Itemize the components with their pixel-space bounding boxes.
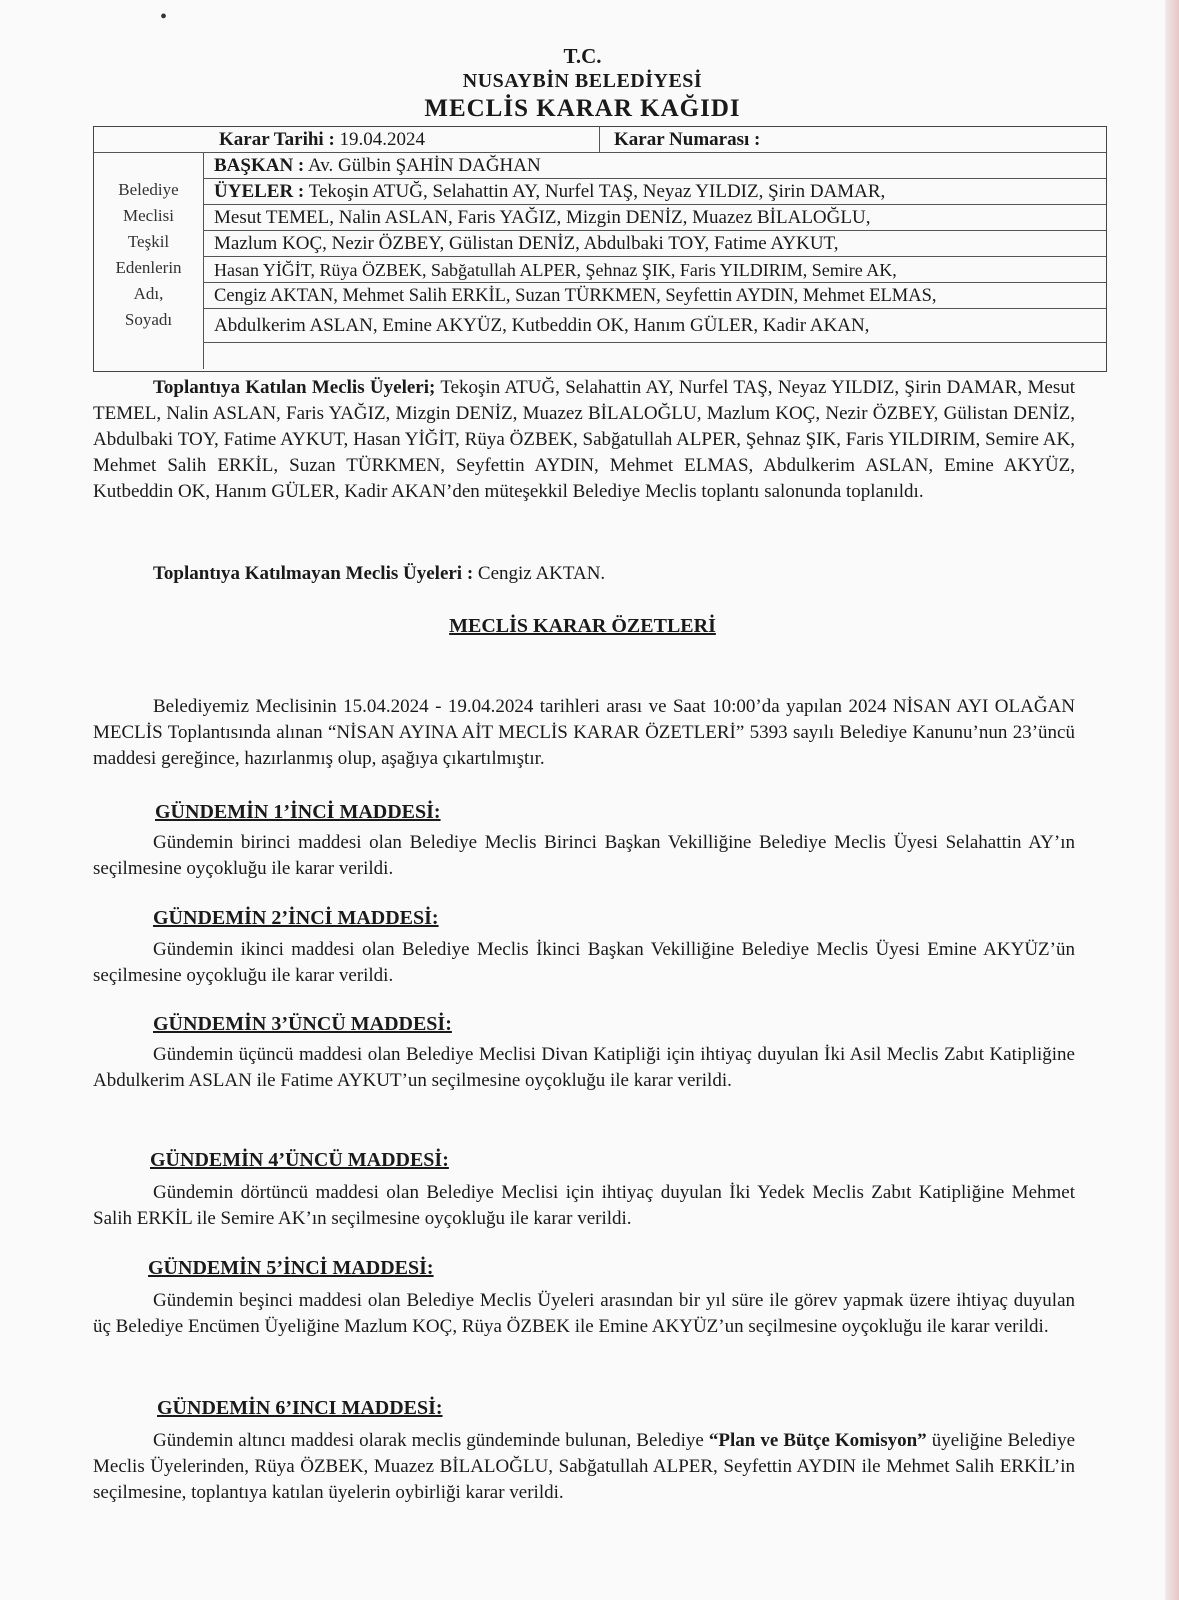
- item-4-title: GÜNDEMİN 4’ÜNCÜ MADDESİ:: [150, 1149, 449, 1171]
- president-label: BAŞKAN :: [214, 155, 305, 176]
- attended-label: Toplantıya Katılan Meclis Üyeleri;: [153, 377, 436, 398]
- item-3-title: GÜNDEMİN 3’ÜNCÜ MADDESİ:: [153, 1013, 452, 1035]
- item-1-text: Gündemin birinci maddesi olan Belediye Meclis Birinci Başkan Vekilliğine Belediye Meclis Üyesi Selahattin AY’ın seçilmesine oyçokluğu ile karar verildi.: [93, 832, 1075, 879]
- members-line: Mazlum KOÇ, Nezir ÖZBEY, Gülistan DENİZ, Abdulbaki TOY, Fatime AYKUT,: [214, 233, 839, 254]
- decision-date-value: 19.04.2024: [339, 129, 426, 150]
- members-line: Mesut TEMEL, Nalin ASLAN, Faris YAĞIZ, Mizgin DENİZ, Muazez BİLALOĞLU,: [214, 207, 871, 228]
- members-row: [204, 231, 1106, 257]
- president-name: Av. Gülbin ŞAHİN DAĞHAN: [307, 155, 541, 176]
- members-line: Cengiz AKTAN, Mehmet Salih ERKİL, Suzan TÜRKMEN, Seyfettin AYDIN, Mehmet ELMAS,: [214, 286, 937, 306]
- decision-number-label: Karar Numarası :: [614, 129, 761, 150]
- members-line: Hasan YİĞİT, Rüya ÖZBEK, Sabğatullah ALPER, Şehnaz ŞIK, Faris YILDIRIM, Semire AK,: [214, 260, 897, 280]
- item-2-text: Gündemin ikinci maddesi olan Belediye Meclis İkinci Başkan Vekilliğine Belediye Meclis Üyesi Emine AKYÜZ’ün seçilmesine oyçokluğu ile karar verildi.: [93, 939, 1075, 986]
- item-6-text: [93, 1428, 1075, 1506]
- council-label-line: Belediye: [118, 180, 179, 199]
- council-label-line: Edenlerin: [115, 258, 182, 277]
- council-label-line: Soyadı: [124, 310, 173, 329]
- decision-row: [94, 127, 1106, 153]
- members-label: ÜYELER :: [214, 181, 305, 202]
- empty-row: [204, 343, 1106, 369]
- item-5-title: GÜNDEMİN 5’İNCİ MADDESİ:: [148, 1257, 434, 1279]
- absent-members: Cengiz AKTAN.: [477, 563, 606, 584]
- header-document-title: MECLİS KARAR KAĞIDI: [424, 95, 741, 122]
- council-label: [94, 153, 204, 369]
- attended-members: Tekoşin ATUĞ, Selahattin AY, Nurfel TAŞ, Neyaz YILDIZ, Şirin DAMAR, Mesut TEMEL, Nalin ASLAN, Faris YAĞIZ, Mizgin DENİZ, Muazez BİLALOĞLU, Mazlum KOÇ, Nezir ÖZBEY, Gülistan DENİZ, Abdulbaki TOY, Fatime AYKUT, Hasan YİĞİT, Rüya ÖZBEK, Sabğatullah ALPER, Şehnaz ŞIK, Faris YILDIRIM, Semire AK, Mehmet Salih ERKİL, Suzan TÜRKMEN, Seyfettin AYDIN, Mehmet ELMAS, Abdulkerim ASLAN, Emine AKYÜZ, Kutbeddin OK, Hanım GÜLER, Kadir AKAN’den müteşekkil Belediye Meclis toplantı salonunda toplanıldı.: [93, 377, 1075, 502]
- item-6-text-part: Gündemin altıncı maddesi olarak meclis gündeminde bulunan, Belediye: [153, 1430, 709, 1451]
- summary-title: MECLİS KARAR ÖZETLERİ: [449, 615, 716, 637]
- item-5-text: Gündemin beşinci maddesi olan Belediye Meclis Üyeleri arasından bir yıl süre ile görev yapmak üzere ihtiyaç duyulan üç Belediye Encümen Üyeliğine Mazlum KOÇ, Rüya ÖZBEK ile Emine AKYÜZ’un seçilmesine oyçokluğu ile karar verildi.: [93, 1290, 1075, 1337]
- item-3-text: Gündemin üçüncü maddesi olan Belediye Meclisi Divan Katipliği için ihtiyaç duyulan İki Asil Meclis Zabıt Katipliğine Abdulkerim ASLAN ile Fatime AYKUT’un seçilmesine oyçokluğu ile karar verildi.: [93, 1044, 1075, 1091]
- item-6-title: GÜNDEMİN 6’INCI MADDESİ:: [157, 1397, 443, 1419]
- item-4-text: Gündemin dörtüncü maddesi olan Belediye Meclisi için ihtiyaç duyulan İki Yedek Meclis Zabıt Katipliğine Mehmet Salih ERKİL ile Semire AK’ın seçilmesine oyçokluğu ile karar verildi.: [93, 1182, 1075, 1229]
- members-row: [204, 309, 1106, 343]
- members-line: Abdulkerim ASLAN, Emine AKYÜZ, Kutbeddin OK, Hanım GÜLER, Kadir AKAN,: [214, 315, 870, 336]
- header-municipality: NUSAYBİN BELEDİYESİ: [462, 70, 703, 92]
- decision-date-label: Karar Tarihi :: [219, 129, 335, 150]
- council-table: [93, 126, 1107, 372]
- item-1-title: GÜNDEMİN 1’İNCİ MADDESİ:: [155, 801, 441, 823]
- members-row: [204, 179, 1106, 205]
- members-line: Tekoşin ATUĞ, Selahattin AY, Nurfel TAŞ, Neyaz YILDIZ, Şirin DAMAR,: [308, 181, 886, 202]
- council-label-line: Teşkil: [127, 232, 170, 251]
- scan-mark: •: [160, 6, 168, 28]
- council-label-line: Meclisi: [123, 206, 174, 225]
- members-row: [204, 283, 1106, 309]
- item-6-text-part: üyeliğine Belediye Meclis Üyelerinden, Rüya ÖZBEK, Muazez BİLALOĞLU, Sabğatullah ALPER, Seyfettin AYDIN ile Mehmet Salih ERKİL’in seçilmesine, toplantıya katılan üyelerin oybirliği karar verildi.: [93, 1430, 1076, 1503]
- intro-paragraph: Belediyemiz Meclisinin 15.04.2024 - 19.04.2024 tarihleri arası ve Saat 10:00’da yapılan 2024 NİSAN AYI OLAĞAN MECLİS Toplantısında alınan “NİSAN AYINA AİT MECLİS KARAR ÖZETLERİ” 5393 sayılı Belediye Kanunu’nun 23’üncü maddesi gereğince, hazırlanmış olup, aşağıya çıkartılmıştır.: [93, 696, 1075, 769]
- members-row: [204, 257, 1106, 283]
- members-row: [204, 205, 1106, 231]
- header-country: T.C.: [563, 44, 602, 68]
- absent-label: Toplantıya Katılmayan Meclis Üyeleri :: [153, 563, 474, 584]
- council-label-line: Adı,: [133, 284, 164, 303]
- attendance-paragraph: [93, 375, 1075, 505]
- absent-line: [153, 561, 1053, 587]
- item-6-committee-name: “Plan ve Bütçe Komisyon”: [708, 1430, 927, 1451]
- page-edge: [1165, 0, 1179, 1600]
- president-row: [204, 153, 1106, 179]
- item-2-title: GÜNDEMİN 2’İNCİ MADDESİ:: [153, 907, 439, 929]
